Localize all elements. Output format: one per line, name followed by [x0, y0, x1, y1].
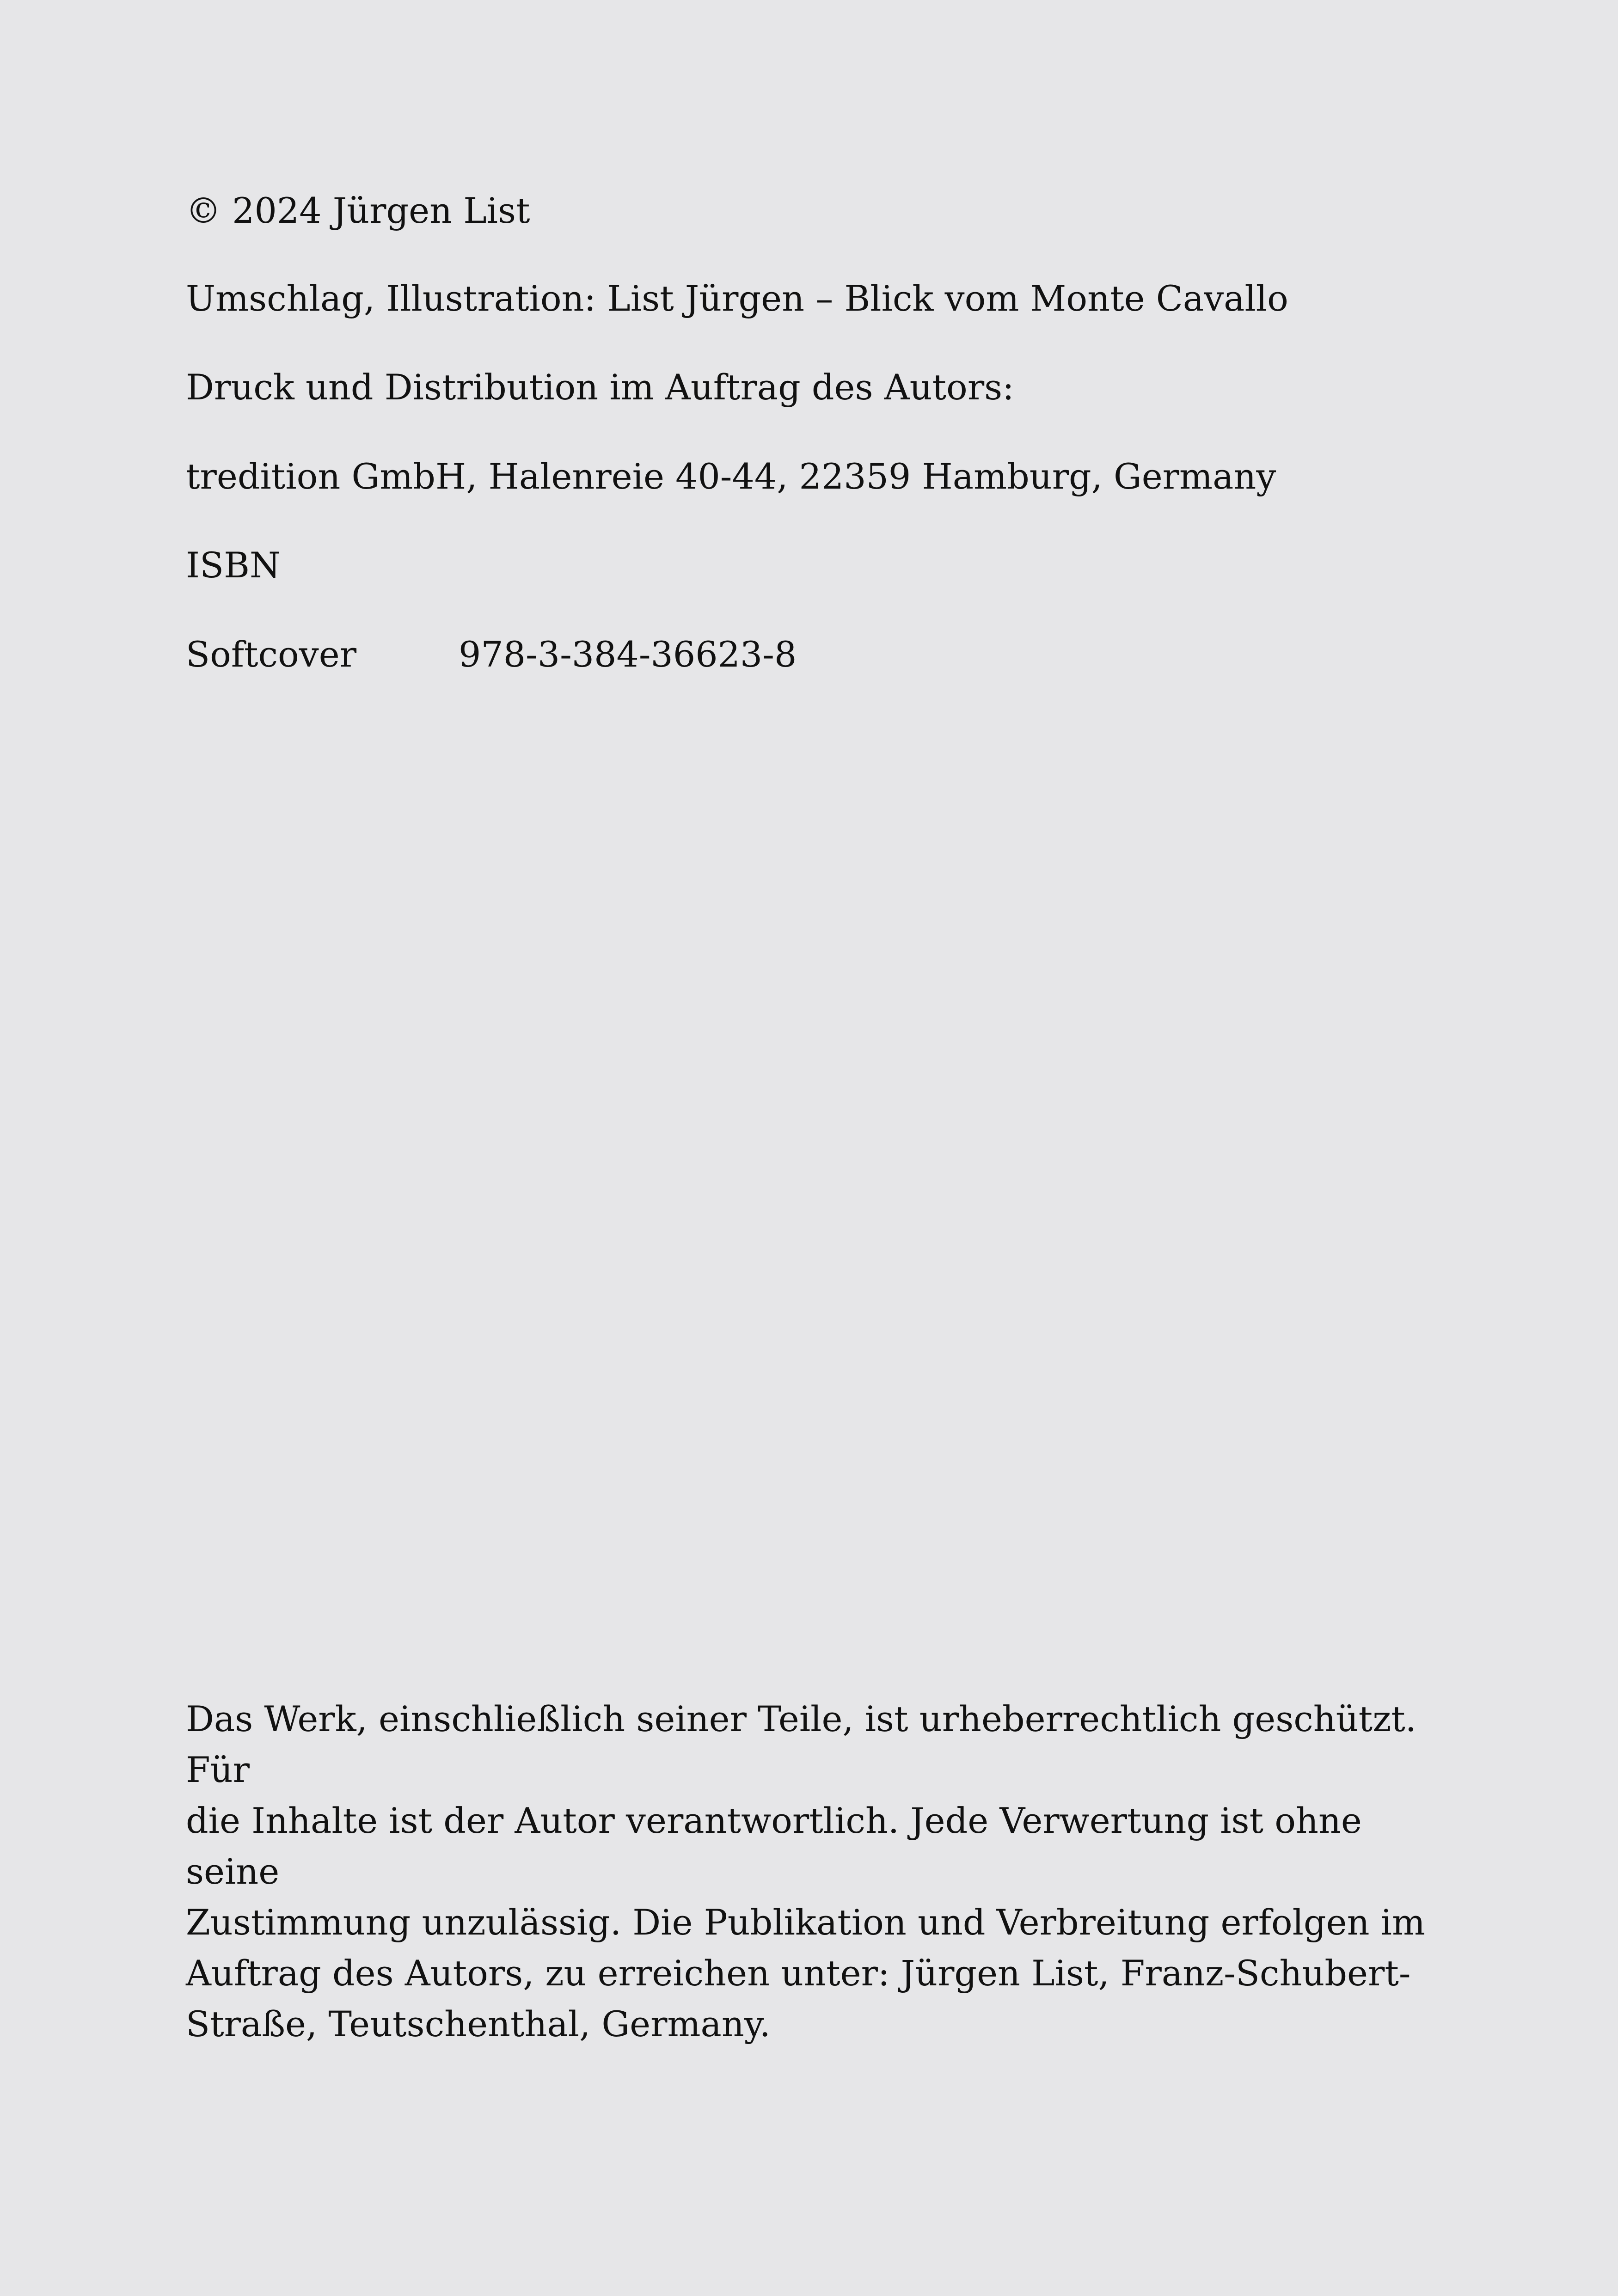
notice-line: Straße, Teutschenthal, Germany.: [186, 2003, 771, 2045]
cover-credit-line: Umschlag, Illustration: List Jürgen – Blick vom Monte Cavallo: [186, 278, 1288, 319]
isbn-number: 978-3-384-36623-8: [459, 634, 797, 675]
isbn-softcover-row: [186, 633, 797, 676]
printing-line: Druck und Distribution im Auftrag des Autors:: [186, 367, 1014, 408]
isbn-heading: ISBN: [186, 545, 281, 586]
notice-line: die Inhalte ist der Autor verantwortlich. Jede Verwertung ist ohne seine: [186, 1800, 1362, 1892]
copyright-line: © 2024 Jürgen List: [186, 190, 530, 231]
notice-line: Auftrag des Autors, zu erreichen unter: Jürgen List, Franz-Schubert-: [186, 1953, 1411, 1994]
publisher-address-line: tredition GmbH, Halenreie 40-44, 22359 Hamburg, Germany: [186, 456, 1276, 497]
notice-line: Das Werk, einschließlich seiner Teile, ist urheberrechtlich geschützt. Für: [186, 1698, 1416, 1790]
copyright-notice: [186, 1694, 1434, 2050]
isbn-format-label: Softcover: [186, 634, 357, 675]
notice-line: Zustimmung unzulässig. Die Publikation und Verbreitung erfolgen im: [186, 1902, 1426, 1943]
